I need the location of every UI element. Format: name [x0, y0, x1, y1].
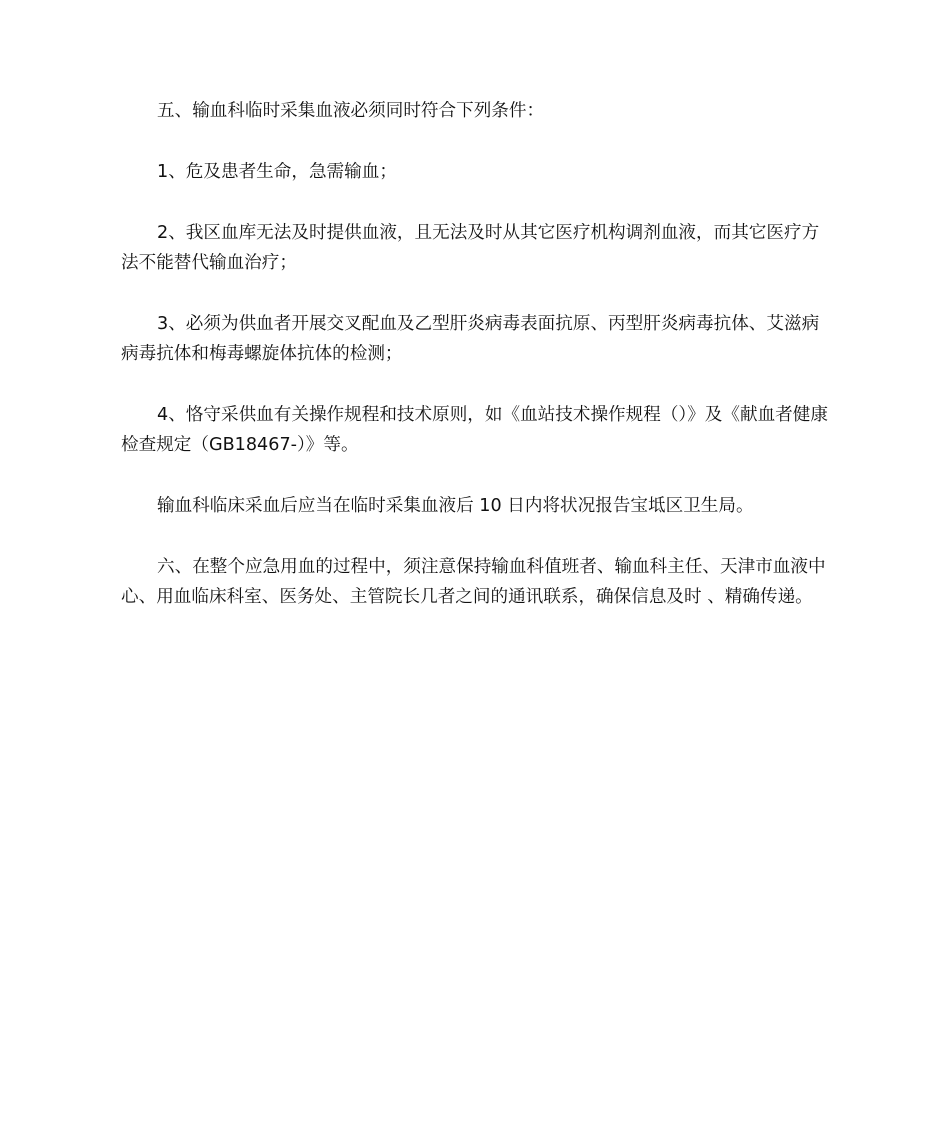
condition-item-2: 2、我区血库无法及时提供血液，且无法及时从其它医疗机构调剂血液，而其它医疗方法不能替代输血治疗；	[121, 223, 820, 273]
document-body	[121, 96, 833, 643]
section-six-paragraph: 六、在整个应急用血的过程中，须注意保持输血科值班者、输血科主任、天津市血液中心、用血临床科室、医务处、主管院长几者之间的通讯联系，确保信息及时 、精确传递。	[121, 557, 826, 607]
section-five-heading: 五、输血科临时采集血液必须同时符合下列条件：	[157, 101, 545, 121]
report-paragraph: 输血科临床采血后应当在临时采集血液后 10 日内将状况报告宝坻区卫生局。	[157, 496, 754, 516]
condition-item-1: 1、危及患者生命，急需输血；	[157, 162, 397, 182]
condition-item-3: 3、必须为供血者开展交叉配血及乙型肝炎病毒表面抗原、丙型肝炎病毒抗体、艾滋病病毒抗体和梅毒螺旋体抗体的检测；	[121, 314, 820, 364]
condition-item-4: 4、恪守采供血有关操作规程和技术原则，如《血站技术操作规程（）》及《献血者健康检查规定（GB18467-）》等。	[121, 405, 828, 455]
